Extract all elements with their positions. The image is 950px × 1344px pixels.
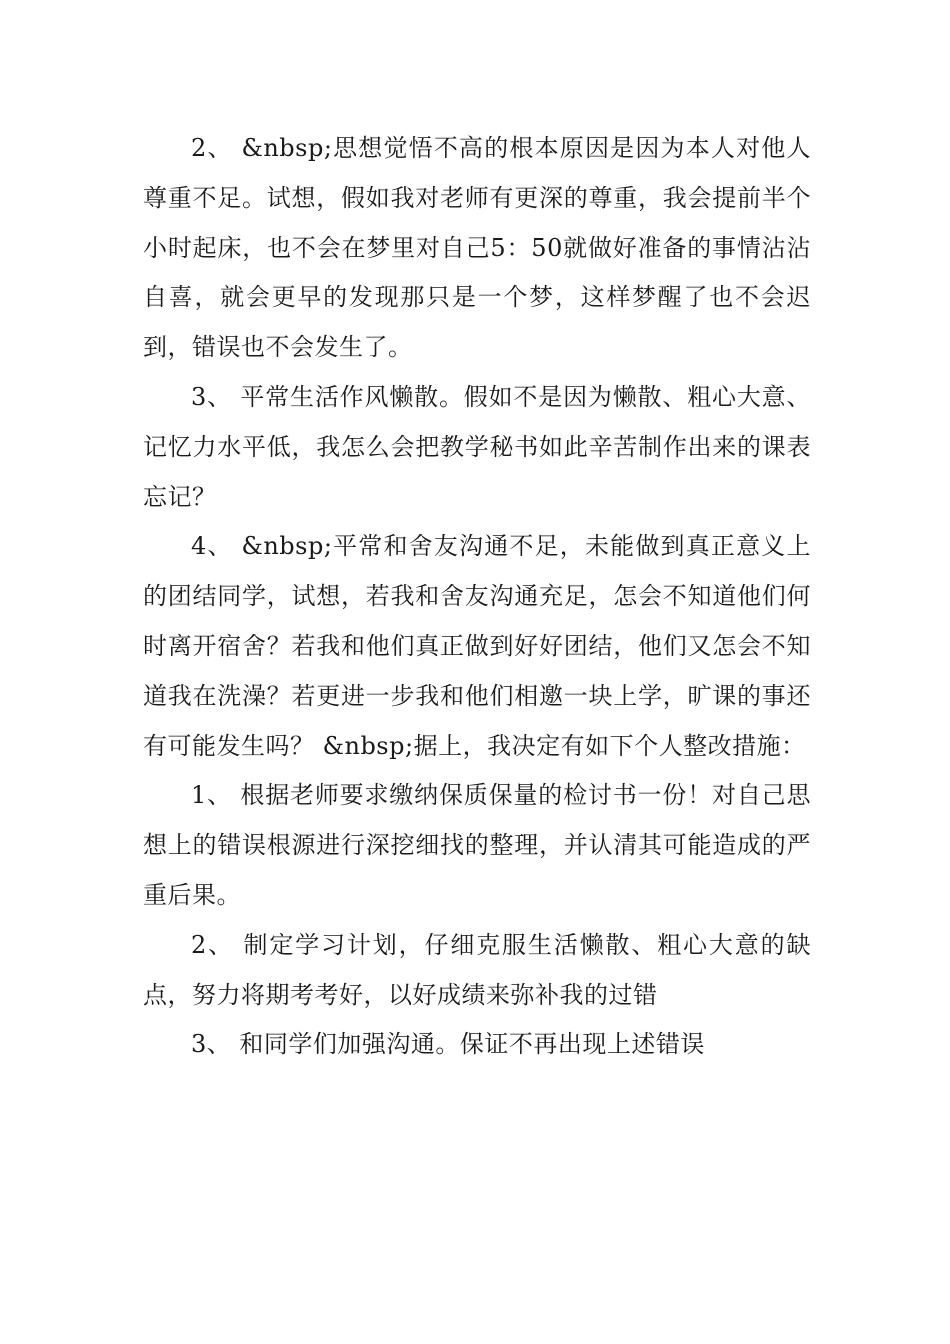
document-body — [143, 124, 811, 1070]
paragraph-measure-1: 1、 根据老师要求缴纳保质保量的检讨书一份！对自己思想上的错误根源进行深挖细找的整理，并认清其可能造成的严重后果。 — [143, 781, 811, 909]
paragraph-measure-3: 3、 和同学们加强沟通。保证不再出现上述错误 — [191, 1030, 705, 1059]
paragraph-reason-2: 2、 &nbsp;思想觉悟不高的根本原因是因为本人对他人尊重不足。试想，假如我对老师有更深的尊重，我会提前半个小时起床，也不会在梦里对自己5：50就做好准备的事情沾沾自喜，就会更早的发现那只是一个梦，这样梦醒了也不会迟到，错误也不会发生了。 — [143, 134, 811, 362]
paragraph-reason-4: 4、 &nbsp;平常和舍友沟通不足，未能做到真正意义上的团结同学，试想，若我和舍友沟通充足，怎会不知道他们何时离开宿舍？若我和他们真正做到好好团结，他们又怎会不知道我在洗澡？若更进一步我和他们相邀一块上学，旷课的事还有可能发生吗？ &nbsp;据上，我决定有如下个人整改措施： — [143, 532, 811, 760]
paragraph-reason-3: 3、 平常生活作风懒散。假如不是因为懒散、粗心大意、记忆力水平低，我怎么会把教学秘书如此辛苦制作出来的课表忘记？ — [143, 382, 811, 511]
paragraph-measure-2: 2、 制定学习计划，仔细克服生活懒散、粗心大意的缺点，努力将期考考好，以好成绩来弥补我的过错 — [143, 930, 811, 1009]
